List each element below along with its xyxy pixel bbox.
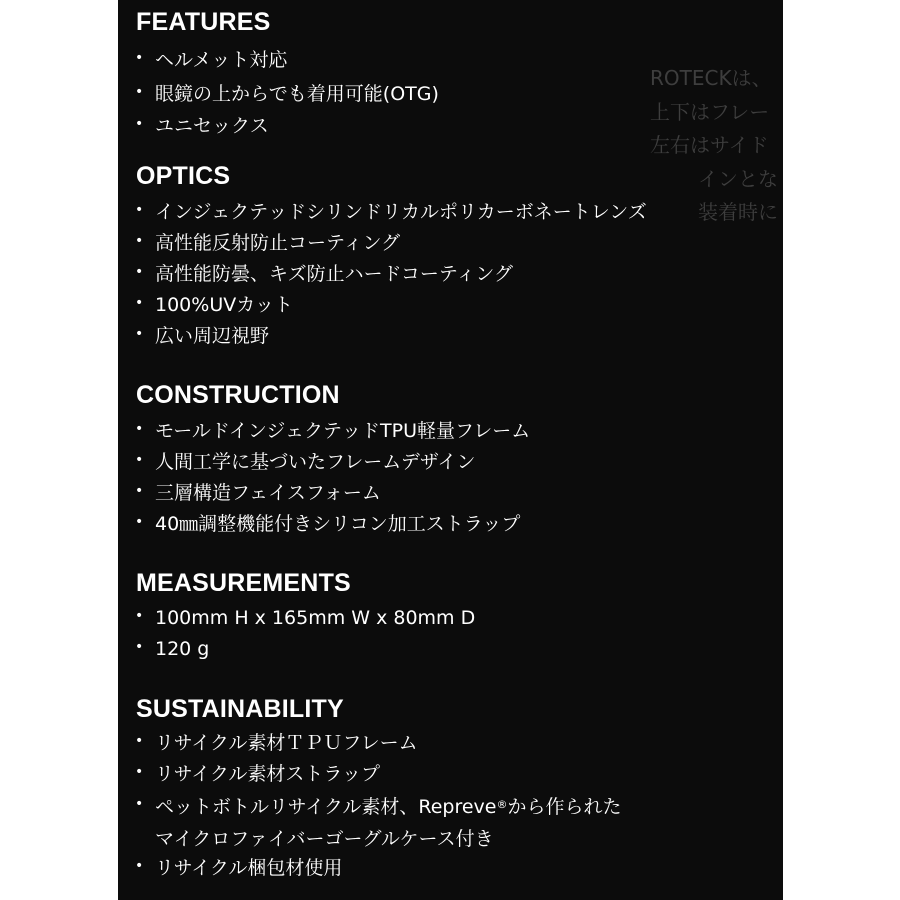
section-title-construction: CONSTRUCTION: [136, 381, 340, 409]
ghost-line: 装着時に: [698, 200, 778, 224]
section-title-optics: OPTICS: [136, 162, 231, 190]
bullet-icon: •: [135, 482, 144, 499]
bullet-icon: •: [135, 513, 144, 530]
ghost-line: 上下はフレー: [650, 99, 770, 124]
bullet-icon: •: [135, 857, 144, 874]
bullet-icon: •: [135, 796, 144, 812]
list-item: • 広い周辺視野: [135, 322, 269, 349]
bullet-icon: •: [135, 420, 144, 437]
ghost-line: 左右はサイド: [650, 133, 769, 157]
list-item: • 100%UVカット: [135, 291, 293, 318]
list-item: • 高性能反射防止コーティング: [135, 229, 400, 256]
list-item: • インジェクテッドシリンドリカルポリカーボネートレンズ: [135, 198, 647, 225]
list-item: • 40㎜調整機能付きシリコン加工ストラップ: [135, 510, 520, 537]
section-title-sustainability: SUSTAINABILITY: [136, 695, 344, 723]
bullet-icon: •: [135, 49, 144, 66]
section-title-measurements: MEASUREMENTS: [136, 569, 351, 597]
list-item: • 高性能防曇、キズ防止ハードコーティング: [135, 260, 513, 287]
list-item: • 眼鏡の上からでも着用可能(OTG): [135, 80, 439, 107]
background-ghost-text: [650, 62, 900, 230]
bullet-icon: •: [135, 115, 144, 132]
registered-mark: ®: [496, 798, 508, 811]
ghost-line: インとな: [698, 166, 778, 191]
bullet-icon: •: [135, 201, 144, 218]
list-item: • 三層構造フェイスフォーム: [135, 479, 381, 506]
bullet-icon: •: [135, 638, 144, 655]
list-item: • 120 g: [135, 635, 209, 662]
multiline-text-line1: ペットボトルリサイクル素材、Repreve®から作られた: [155, 796, 622, 818]
section-title-features: FEATURES: [136, 8, 271, 36]
bullet-icon: •: [135, 607, 144, 624]
ghost-line: ROTECKは、: [650, 66, 772, 90]
list-item: • モールドインジェクテッドTPU軽量フレーム: [135, 417, 530, 444]
bullet-icon: •: [135, 263, 144, 280]
list-item: • ユニセックス: [135, 112, 269, 139]
list-item: • ヘルメット対応: [135, 46, 287, 73]
list-item: • リサイクル素材ストラップ: [135, 760, 380, 787]
list-item: • リサイクル素材ＴＰＵフレーム: [135, 729, 418, 756]
bullet-icon: •: [135, 732, 144, 749]
bullet-icon: •: [135, 232, 144, 249]
list-item: • 人間工学に基づいたフレームデザイン: [135, 448, 476, 475]
list-item-multiline: [135, 789, 621, 855]
bullet-icon: •: [135, 763, 144, 780]
list-item: • 100mm H x 165mm W x 80mm D: [135, 604, 475, 631]
multiline-text: [155, 789, 621, 855]
bullet-icon: •: [135, 83, 144, 100]
list-item: • リサイクル梱包材使用: [135, 854, 342, 881]
bullet-icon: •: [135, 294, 144, 311]
multiline-text-line2: マイクロファイバーゴーグルケース付き: [155, 828, 494, 850]
bullet-icon: •: [135, 451, 144, 468]
bullet-icon: •: [135, 325, 144, 342]
